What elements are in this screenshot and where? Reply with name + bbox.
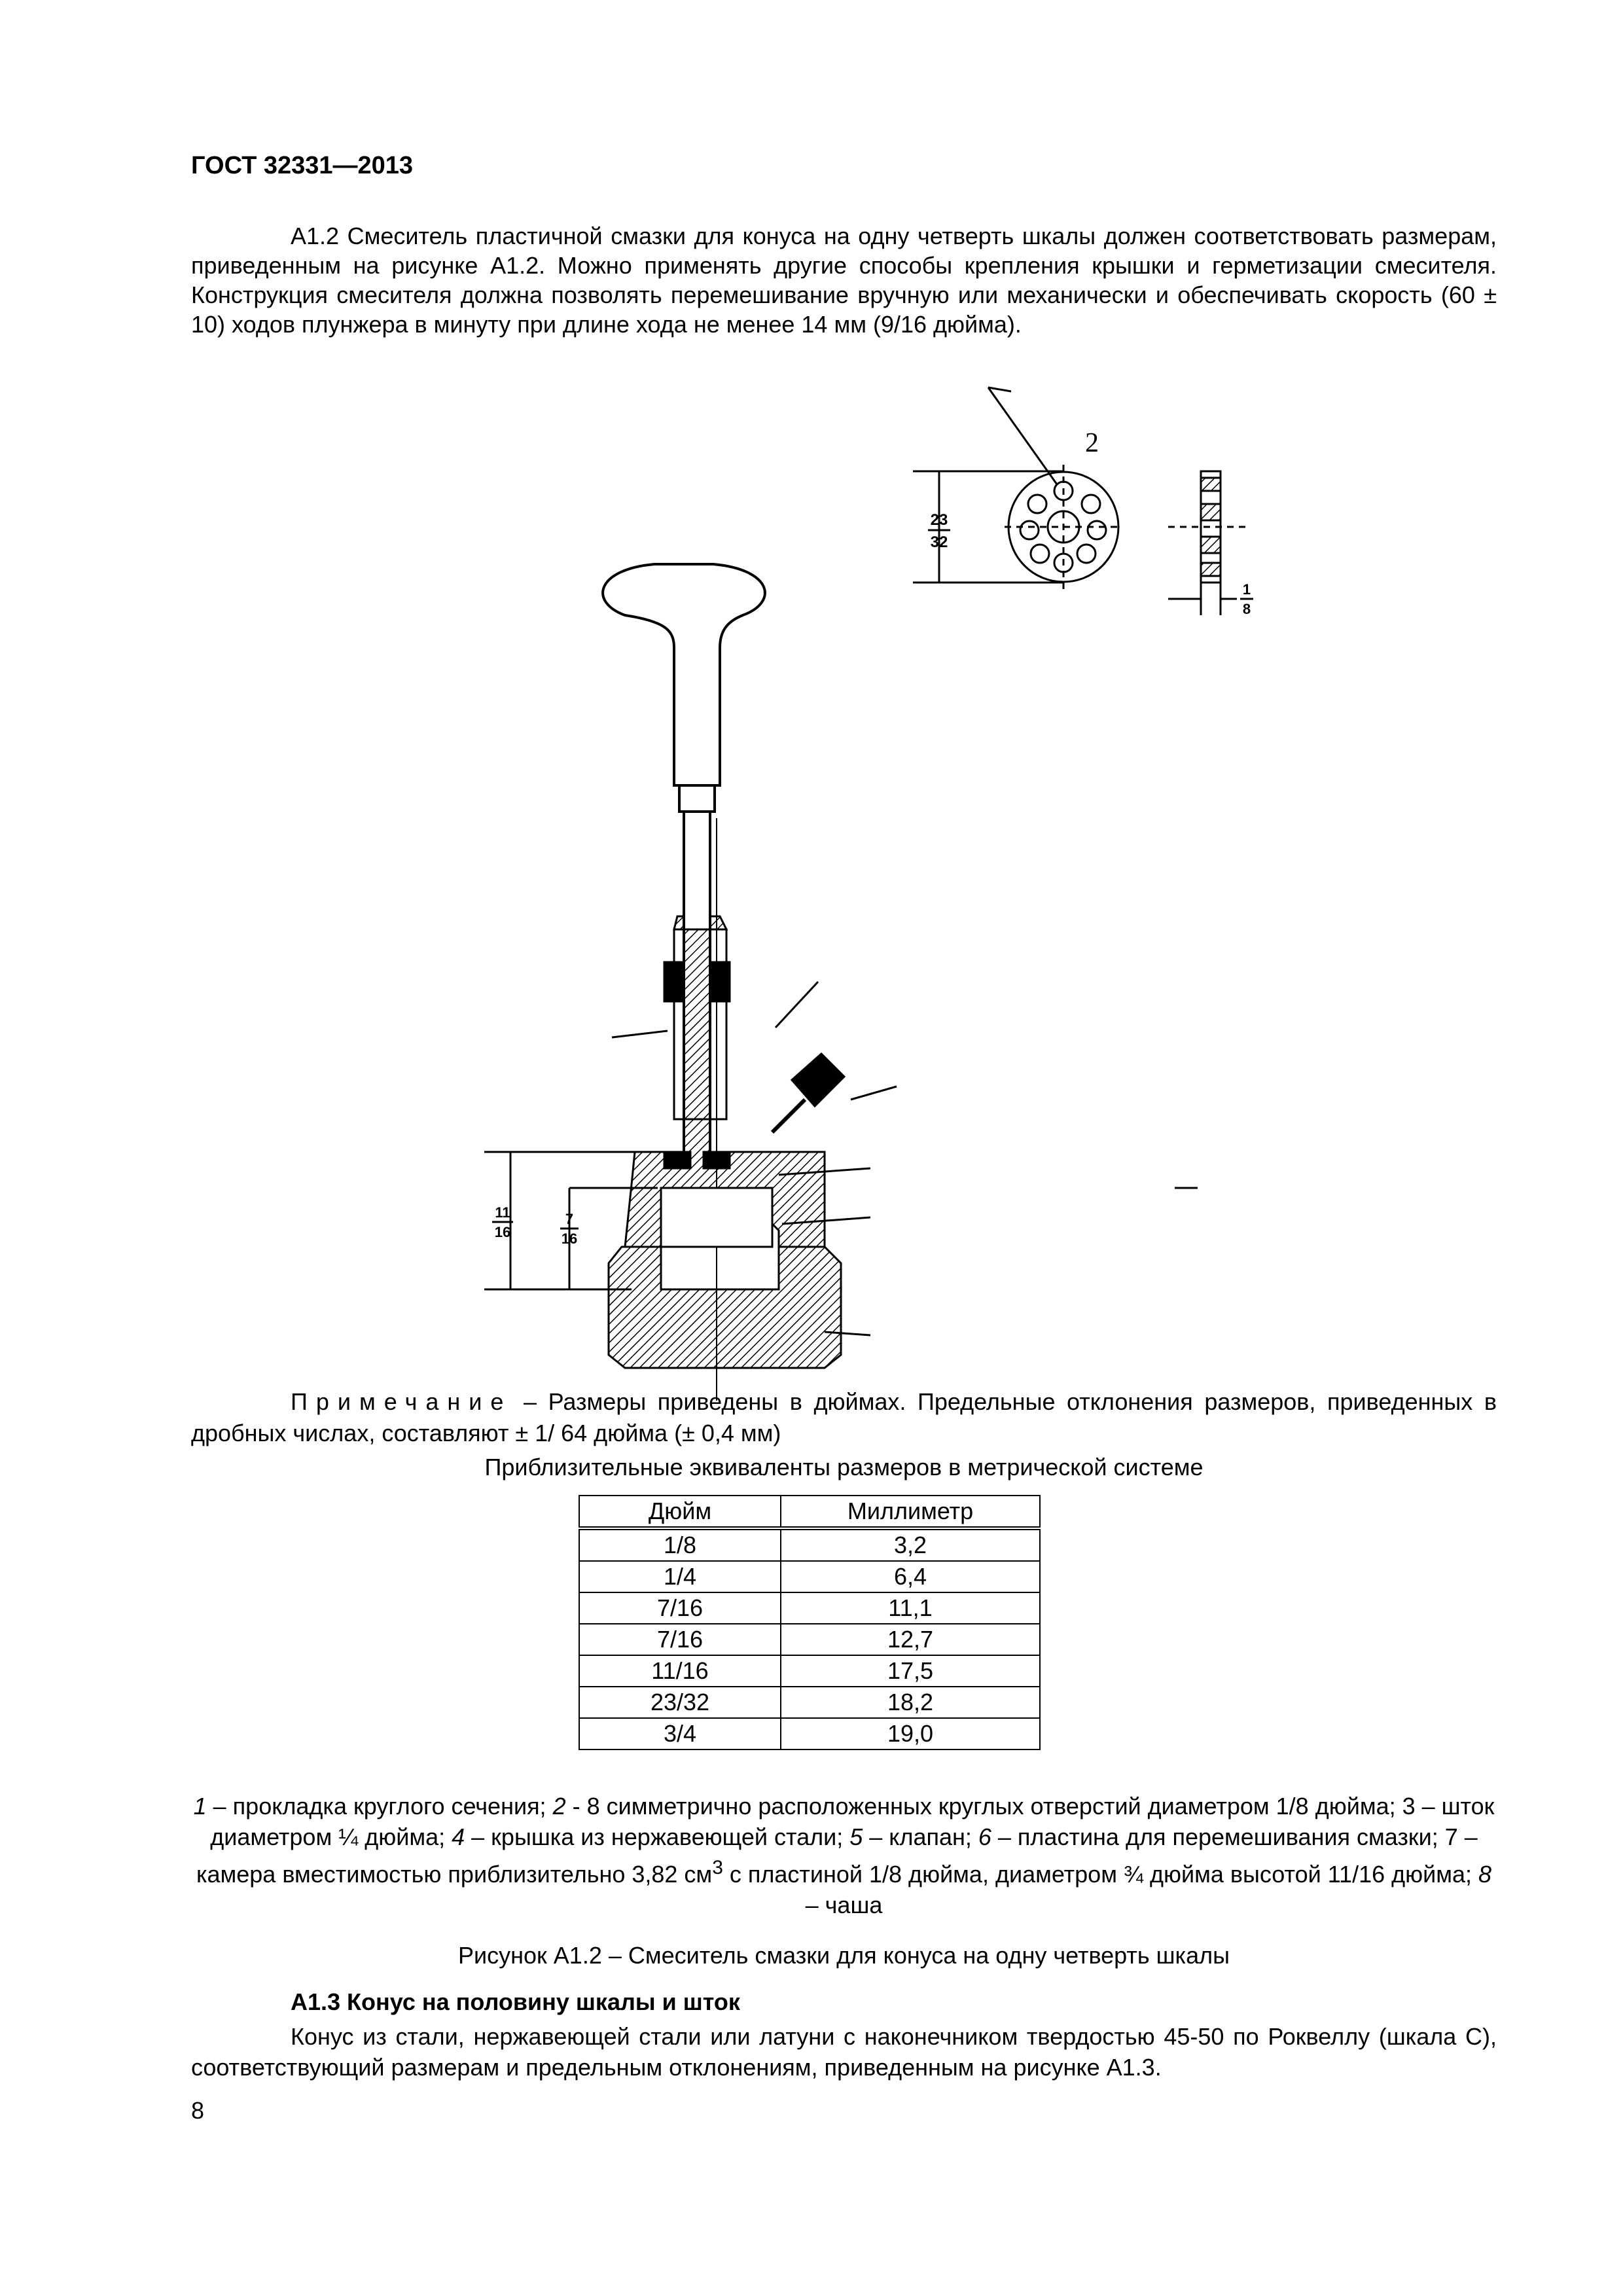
header-mm: Миллиметр xyxy=(781,1496,1040,1528)
perforated-plate-top-view xyxy=(913,387,1122,589)
cell-inch: 7/16 xyxy=(579,1592,781,1624)
cell-mm: 17,5 xyxy=(781,1655,1040,1687)
dim-23-32-numerator: 23 xyxy=(930,511,948,529)
dim-7-16-numerator: 7 xyxy=(565,1211,574,1227)
table-row xyxy=(579,1687,1040,1718)
legend-num-8: 8 xyxy=(1478,1861,1492,1888)
document-header: ГОСТ 32331—2013 xyxy=(191,152,414,179)
dim-23-32-denominator: 32 xyxy=(930,533,948,551)
legend-text-1: – прокладка круглого сечения; xyxy=(206,1793,553,1820)
cell-mm: 3,2 xyxy=(781,1528,1040,1561)
dim-11-16-denominator: 16 xyxy=(494,1224,511,1240)
dim-7-16-denominator: 16 xyxy=(561,1230,578,1247)
legend-num-2: 2 xyxy=(552,1793,566,1820)
valve xyxy=(772,1054,844,1132)
table-row xyxy=(579,1624,1040,1655)
cell-mm: 12,7 xyxy=(781,1624,1040,1655)
dim-11-16-numerator: 11 xyxy=(495,1204,510,1221)
cell-mm: 6,4 xyxy=(781,1561,1040,1592)
dim-1-8-numerator: 1 xyxy=(1242,581,1251,598)
cell-inch: 3/4 xyxy=(579,1718,781,1749)
cup-section xyxy=(609,1247,841,1368)
cell-inch: 7/16 xyxy=(579,1624,781,1655)
perforated-plate-side-view xyxy=(1168,471,1250,615)
header-inch: Дюйм xyxy=(579,1496,781,1528)
table-row xyxy=(579,1528,1040,1561)
legend-text-6: – пластина для перемешивания смазки; 7 – камера вместимостью приблизительно 3,82 см xyxy=(196,1823,1478,1888)
legend-superscript: 3 xyxy=(712,1857,723,1878)
section-paragraph xyxy=(191,2021,1497,2083)
legend-num-4: 4 xyxy=(452,1823,465,1850)
page-number: 8 xyxy=(191,2097,205,2124)
plunger-handle xyxy=(603,564,765,812)
legend-num-1: 1 xyxy=(193,1793,207,1820)
table-row xyxy=(579,1655,1040,1687)
dim-1-8-denominator: 8 xyxy=(1242,601,1251,617)
cell-inch: 1/8 xyxy=(579,1528,781,1561)
legend-text-4: – крышка из нержавеющей стали; xyxy=(465,1823,850,1850)
cell-mm: 18,2 xyxy=(781,1687,1040,1718)
intro-paragraph xyxy=(191,221,1497,339)
intro-text: А1.2 Смеситель пластичной смазки для конуса на одну четверть шкалы должен соответствовать размерам, приведенным на рисунке А1.2. Можно применять другие способы крепления крышки и герметизации смесителя. Конструкция смесителя должна позволять перемешивание вручную или механически и обеспечивать скорость (60 ± 10) ходов плунжера в минуту при длине хода не менее 14 мм (9/16 дюйма). xyxy=(191,223,1497,338)
legend-text-7: с пластиной 1/8 дюйма, диаметром ¾ дюйма высотой 11/16 дюйма; xyxy=(722,1861,1479,1888)
chamber xyxy=(661,1188,772,1247)
section-title: А1.3 Конус на половину шкалы и шток xyxy=(291,1988,740,2015)
cell-mm: 19,0 xyxy=(781,1718,1040,1749)
legend-text-2: - 8 симметрично расположенных круглых отверстий диаметром 1/8 дюйма; 3 – шток диаметром ¼ дюйма; xyxy=(210,1793,1495,1850)
table-caption: Приблизительные эквиваленты размеров в метрической системе xyxy=(484,1454,1204,1480)
table-row xyxy=(579,1592,1040,1624)
cell-inch: 11/16 xyxy=(579,1655,781,1687)
note-label: Примечание xyxy=(291,1388,512,1415)
section-text: Конус из стали, нержавеющей стали или латуни с наконечником твердостью 45-50 по Роквеллу (шкала С), соответствующий размерам и предельным отклонениям, приведенным на рисунке А1.3. xyxy=(191,2023,1497,2081)
cell-inch: 1/4 xyxy=(579,1561,781,1592)
legend-text-5: – клапан; xyxy=(863,1823,978,1850)
legend-num-6: 6 xyxy=(978,1823,991,1850)
legend-text-8: – чаша xyxy=(805,1892,883,1918)
cell-mm: 11,1 xyxy=(781,1592,1040,1624)
figure-note xyxy=(191,1386,1497,1449)
figure-title: Рисунок А1.2 – Смеситель смазки для конуса на одну четверть шкалы xyxy=(458,1942,1230,1969)
legend-num-5: 5 xyxy=(849,1823,863,1850)
grease-worker-figure xyxy=(458,373,1309,1401)
metric-equivalents-table xyxy=(579,1495,1041,1750)
table-header-row xyxy=(579,1496,1040,1528)
table-row xyxy=(579,1561,1040,1592)
note-text: – Размеры приведены в дюймах. Предельные отклонения размеров, приведенных в дробных числах, составляют ± 1/ 64 дюйма (± 0,4 мм) xyxy=(191,1388,1497,1446)
callout-2: 2 xyxy=(1085,428,1099,458)
table-row xyxy=(579,1718,1040,1749)
cell-inch: 23/32 xyxy=(579,1687,781,1718)
figure-legend xyxy=(191,1791,1497,1920)
